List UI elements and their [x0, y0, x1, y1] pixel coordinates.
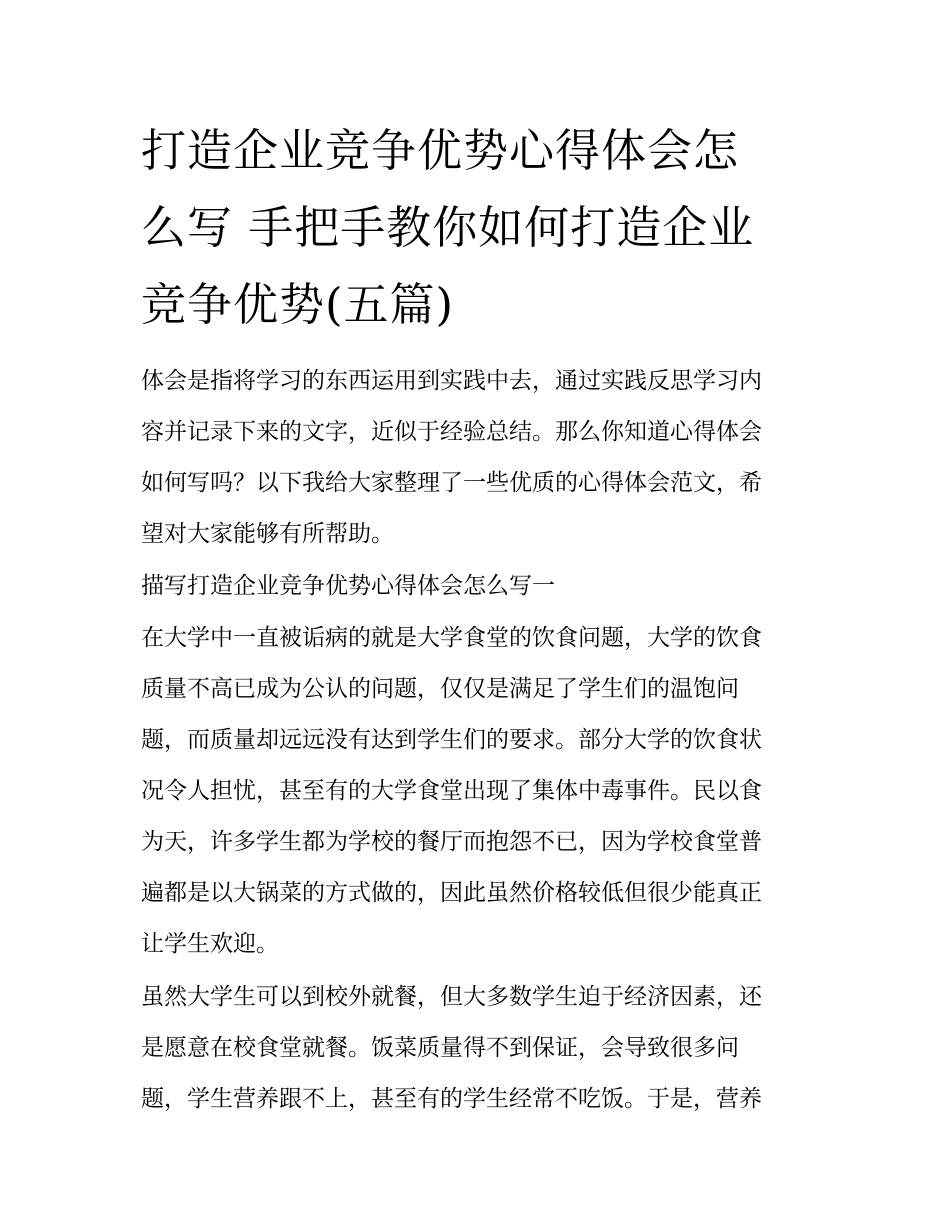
intro-paragraph: 体会是指将学习的东西运用到实践中去，通过实践反思学习内 容并记录下来的文字，近似于经验总结。那么你知道心得体会 如何写吗？以下我给大家整理了一些优质的心得体会范文，希 望对大家能够有所帮助。 — [141, 368, 762, 547]
body-paragraph-1: 在大学中一直被诟病的就是大学食堂的饮食问题，大学的饮食 质量不高已成为公认的问题，仅仅是满足了学生们的温饱问 题，而质量却远远没有达到学生们的要求。部分大学的饮食状 况令人担忧，甚至有的大学食堂出现了集体中毒事件。民以食 为天，许多学生都为学校的餐厅而抱怨不已，因为学校食堂普 遍都是以大锅菜的方式做的，因此虽然价格较低但很少能真正 让学生欢迎。 — [141, 625, 762, 957]
document-title: 打造企业竞争优势心得体会怎 么写 手把手教你如何打造企业 竞争优势(五篇) — [141, 124, 755, 331]
document-body — [141, 112, 821, 1125]
body-paragraph-2: 虽然大学生可以到校外就餐，但大多数学生迫于经济因素，还 是愿意在校食堂就餐。饭菜质量得不到保证，会导致很多问 题，学生营养跟不上，甚至有的学生经常不吃饭。于是，营养 — [141, 984, 762, 1112]
section-heading: 描写打造企业竞争优势心得体会怎么写一 — [141, 573, 555, 599]
